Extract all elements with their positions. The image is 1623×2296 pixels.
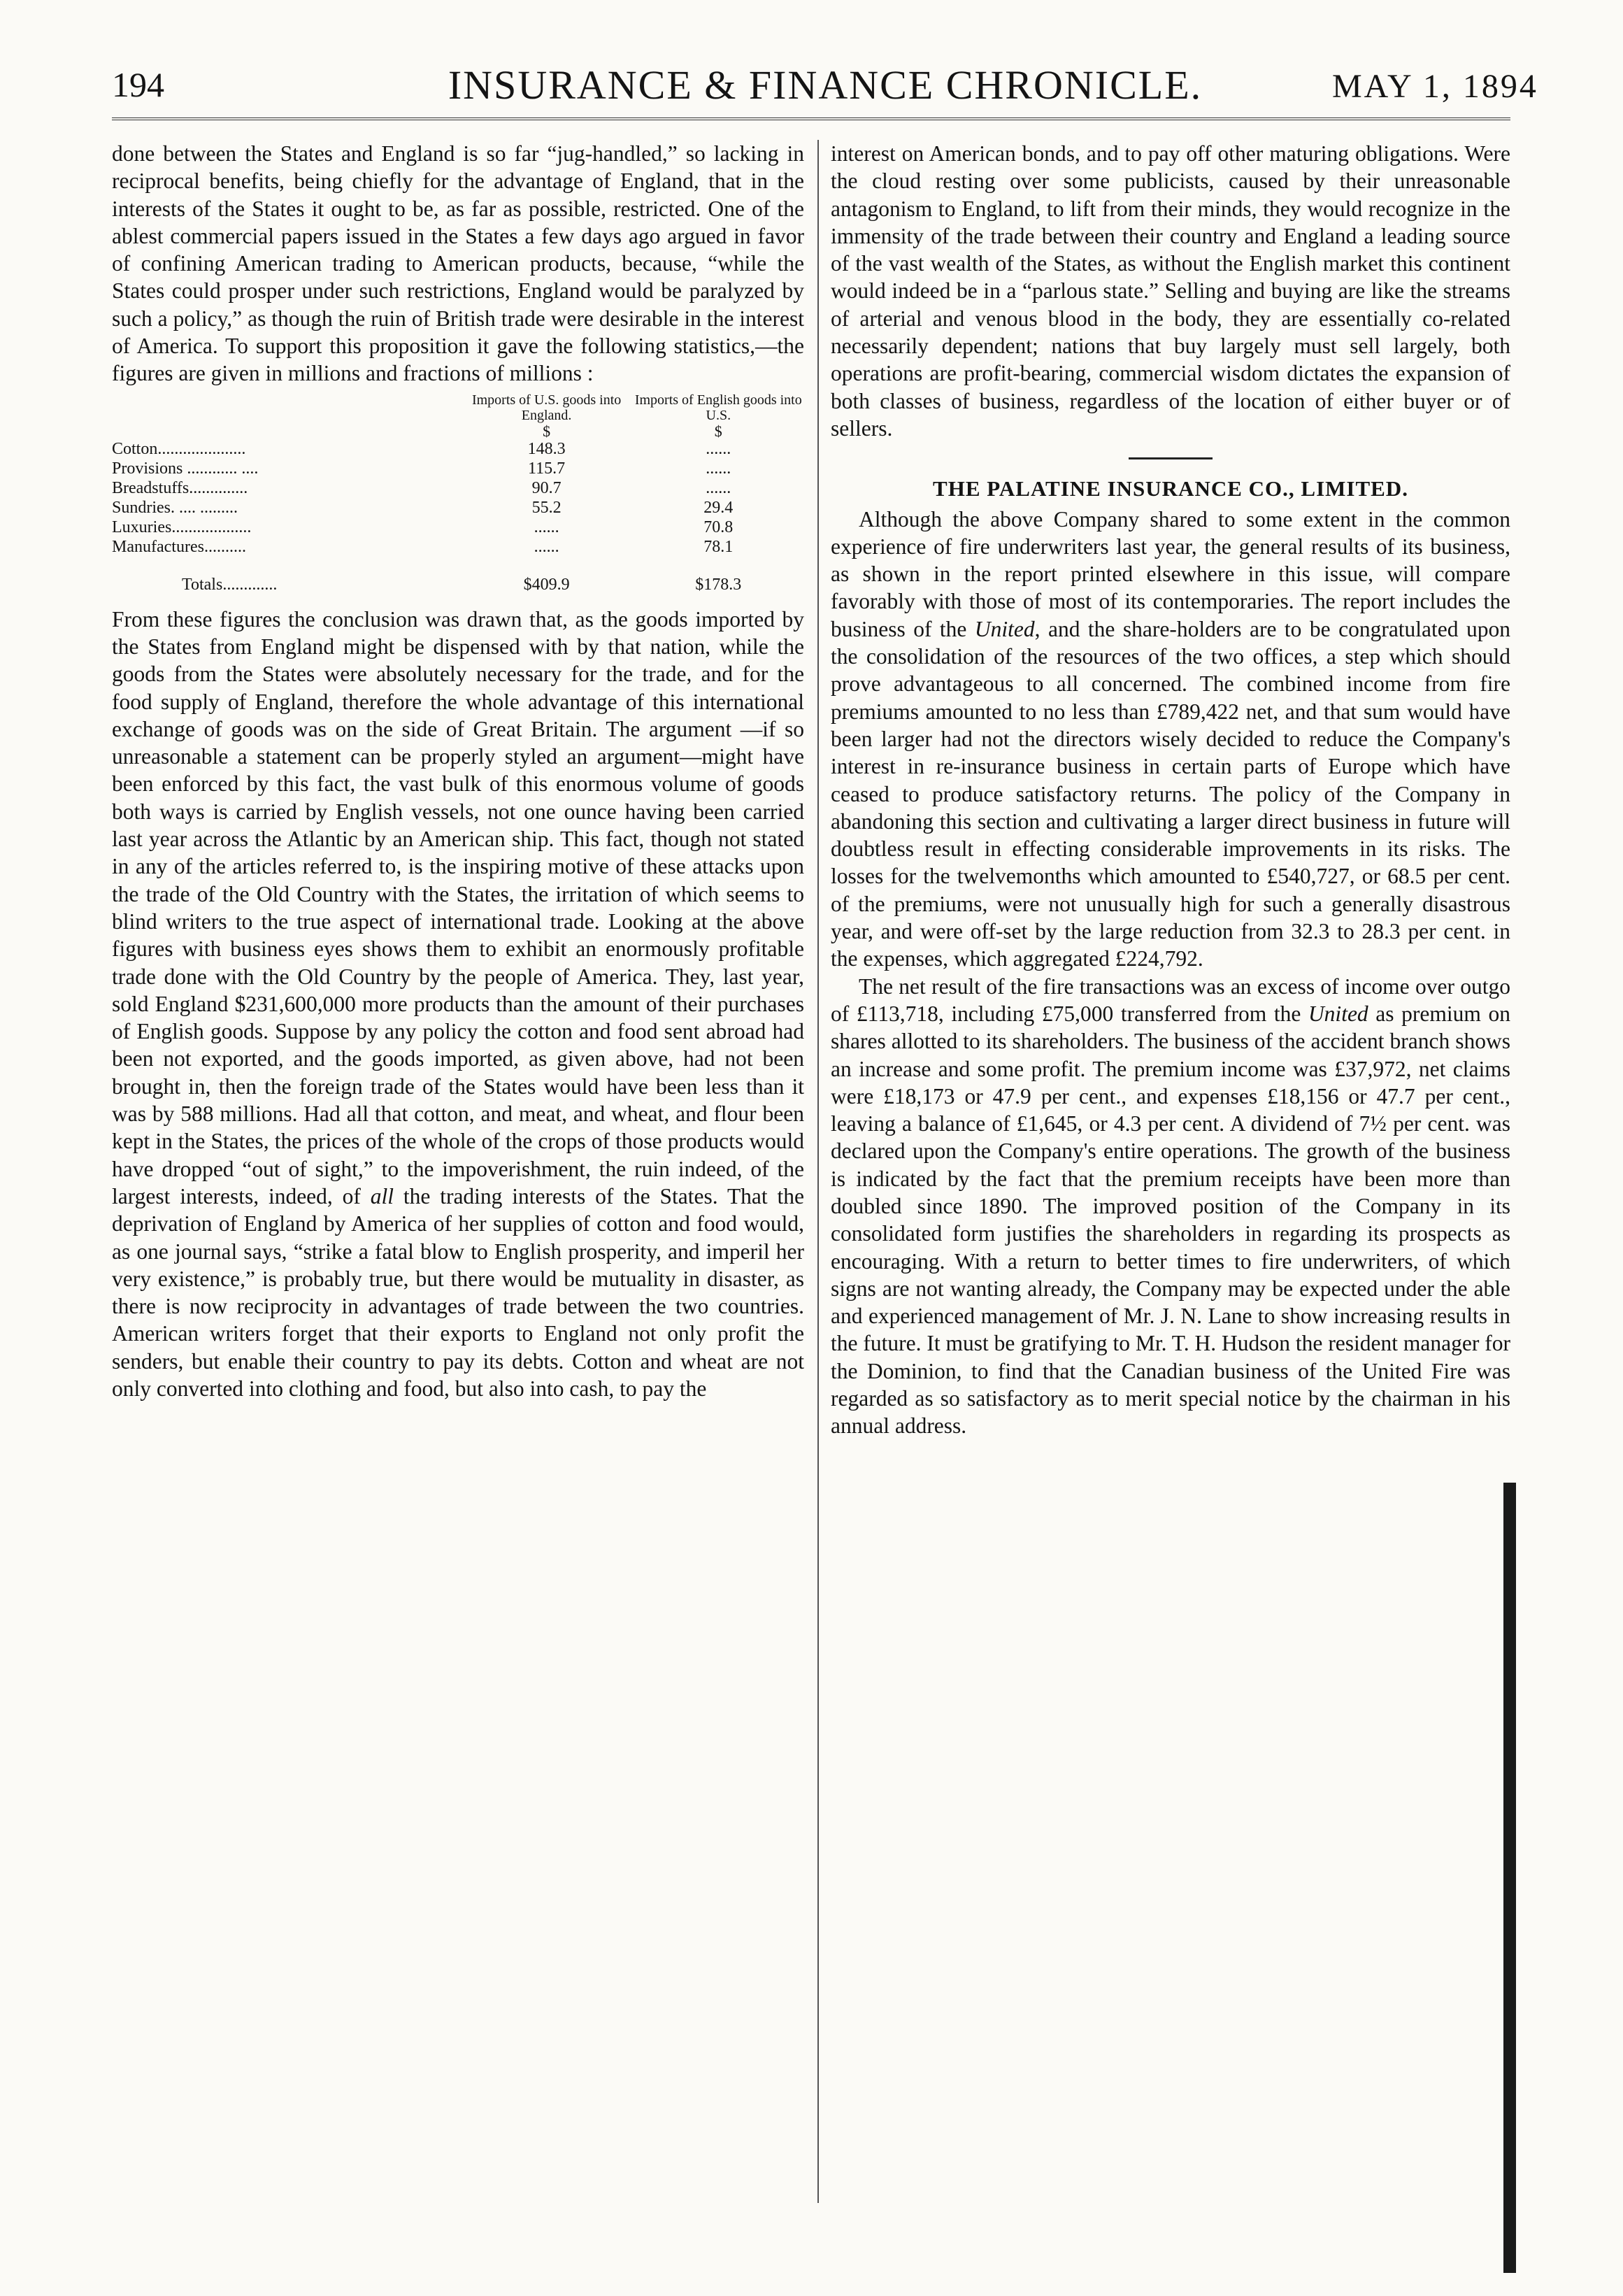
column-divider — [817, 140, 819, 2203]
right-paragraph-1: interest on American bonds, and to pay off other maturing obligations. Were the cloud resting over some publicists, caused by their unreasonable antagonism to England, to lift from their minds, they would recognize in the immensity of the trade between their country and England a leading source of the vast wealth of the States, as without the English market this continent would indeed be in a “parlous state.” Selling and buying are like the streams of arterial and venous blood in the body, they are essentially co-related necessarily dependent; nations that buy largely must sell largely, both operations are profit-bearing, commercial wisdom dictates the expansion of both classes of business, regardless of the location of either buyer or of sellers. — [831, 141, 1510, 441]
row-value-us: 148.3 — [527, 439, 566, 458]
table-header-english-exports: Imports of English goods into U.S. — [634, 392, 802, 423]
united-italic: United — [974, 616, 1035, 641]
left-paragraph-2-text: From these figures the conclusion was drawn that, as the goods imported by the States from England might be dispensed with by that nation, while the goods from the States were absolutely necessary for the trade, and for the food supply of England, therefore the whole advantage of this international exchange of goods was on the side of Great Britain. The argument —if so unreasonable a statement can be properly styled an argument—might have been enforced by this fact, the vast bulk of this enormous volume of goods both ways is carried by English vessels, not one ounce having been carried last year across the Atlantic by an American ship. This fact, though not stated in any of the articles referred to, is the inspiring motive of these attacks upon the trade of the Old Country with the States, the irritation of which seems to blind writers to the true aspect of international trade. Looking at the above figures with business eyes shows them to exhibit an enormously profitable trade done with the Old Country by the people of America. They, last year, sold England $231,600,000 more products than the amount of their purchases of English goods. Suppose by any policy the cotton and food sent abroad had been not exported, and the goods imported, as given above, had not been brought in, then the foreign trade of the States would have been less than it was by 588 millions. Had all that cotton, and meat, and wheat, and flour been kept in the States, the prices of the whole of the crops of those products would have dropped “out of sight,” to the impoverishment, the ruin indeed, of the largest interests, indeed, of — [112, 606, 804, 1208]
section-rule — [1129, 457, 1213, 459]
right-paragraph-3-text-end: as premium on shares allotted to its shareholders. The business of the accident branch shows an increase and some profit. The premium income was £37,972, net claims were £18,173 or 47.9 per cent., and expenses £18,156 or 47.7 per cent., leaving a balance of £1,645, or 4.3 per cent. A dividend of 7½ per cent. was declared upon the Company's entire operations. The growth of the business is indicated by the fact that the premium receipts have been more than doubled since 1890. The improved position of the Company in its consolidated form justifies the shareholders in regarding its prospects as encouraging. With a return to better times to fire underwriters, of which signs are not wanting already, the Company may be expected under the able and experienced management of Mr. J. N. Lane to show increasing results in the future. It must be gratifying to Mr. T. H. Hudson the resident manager for the Dominion, to find that the Canadian business of the United Fire was regarded as so satisfactory as to merit special notice by the chairman in his annual address. — [831, 1001, 1511, 1439]
row-value-us: 115.7 — [528, 459, 566, 478]
table-row — [112, 478, 804, 498]
row-value-us: ...... — [534, 518, 559, 536]
row-label: Luxuries................... — [112, 518, 252, 536]
table-blank-header — [112, 392, 461, 424]
row-value-english: 78.1 — [703, 537, 734, 556]
left-paragraph-1: done between the States and England is so far “jug-handled,” so lacking in reciprocal benefits, being chiefly for the advantage of England, that in the interests of the States it ought to be, as far as possible, restricted. One of the ablest commercial papers issued in the States a few days ago argued in favor of confining American trading to American products, because, “while the States could prosper under such restrictions, England would be paralyzed by such a policy,” as though the ruin of British trade were desirable in the interest of America. To support this proposition it gave the following statistics,—the figures are given in millions and fractions of millions : — [112, 141, 804, 386]
row-value-us: 90.7 — [531, 478, 562, 497]
left-column — [112, 140, 804, 1402]
journal-title: INSURANCE & FINANCE CHRONICLE. — [448, 62, 1203, 108]
row-value-us: 55.2 — [531, 498, 562, 517]
row-value-us: ...... — [534, 537, 559, 556]
row-value-english: 29.4 — [703, 498, 734, 517]
row-value-english: ...... — [706, 439, 731, 458]
left-paragraph-2-end: the trading interests of the States. That the deprivation of England by America of her supplies of cotton and food would, as one journal says, “strike a fatal blow to English prosperity, and imperil her very existence,” is probably true, but there would be mutuality in disaster, as there is now reciprocity in advantages of trade between the two countries. American writers forget that their exports to England not only profit the senders, but enable their country to pay its debts. Cotton and wheat are not only converted into clothing and food, but also into cash, to pay the — [112, 1183, 804, 1401]
table-row — [112, 498, 804, 518]
row-label: Breadstuffs.............. — [112, 478, 248, 497]
article-heading: THE PALATINE INSURANCE CO., LIMITED. — [933, 476, 1408, 501]
margin-bar — [1503, 1483, 1516, 2273]
table-row — [112, 439, 804, 459]
right-paragraph-2 — [831, 506, 1510, 973]
right-paragraph-2-text-end: , and the share-holders are to be congratulated upon the consolidation of the resources of the two offices, a step which should prove advantageous to all concerned. The combined income from fire premiums amounted to no less than £789,422 net, and that sum would have been larger had not the directors wisely decided to reduce the Company's interest in re-insurance business in certain parts of Europe which have ceased to produce satisfactory returns. The policy of the Company in abandoning this section and cultivating a larger direct business in future will doubtless result in effecting considerable improvements in its risks. The losses for the twelvemonths which amounted to £540,727, or 68.5 per cent. of the premiums, were not unusually high for such a generally disastrous year, and were off-set by the large reduction from 32.3 to 28.3 per cent. in the expenses, which aggregated £224,792. — [831, 616, 1510, 971]
right-paragraph-3 — [831, 973, 1510, 1440]
table-header-us-exports: Imports of U.S. goods into England. — [471, 392, 622, 423]
row-value-english: 70.8 — [703, 518, 734, 536]
trade-statistics-table — [112, 392, 804, 594]
total-label: Totals............. — [182, 575, 278, 594]
row-label: Provisions ............ .... — [112, 459, 259, 478]
row-value-english: ...... — [706, 459, 731, 478]
right-column — [831, 140, 1510, 1440]
table-total-row — [112, 557, 804, 594]
row-value-english: ...... — [706, 478, 731, 497]
table-row — [112, 459, 804, 478]
united-italic: United — [1308, 1001, 1368, 1026]
total-us: $409.9 — [523, 575, 570, 594]
table-row — [112, 518, 804, 537]
total-english: $178.3 — [695, 575, 742, 594]
right-paragraph-2-text: Although the above Company shared to some extent in the common experience of fire underwriters last year, the general results of its business, as shown in the report printed elsewhere in this issue, will compare favorably with those of most of its contemporaries. The report includes the business of the — [831, 506, 1510, 641]
page-header — [0, 0, 1623, 140]
right-paragraph-3-text: The net result of the fire transactions was an excess of income over outgo of £113,718, including £75,000 transferred from the — [831, 974, 1510, 1026]
table-unit: $ — [543, 422, 551, 440]
table-unit: $ — [714, 422, 722, 440]
row-label: Sundries. .... ......... — [112, 498, 238, 517]
table-row — [112, 537, 804, 557]
row-label: Manufactures.......... — [112, 537, 246, 556]
page-number: 194 — [112, 65, 164, 104]
issue-date: MAY 1, 1894 — [1332, 68, 1538, 105]
row-label: Cotton..................... — [112, 439, 246, 458]
left-paragraph-2 — [112, 606, 804, 1403]
header-rule — [112, 117, 1510, 120]
left-paragraph-2-italic: all — [370, 1183, 394, 1208]
